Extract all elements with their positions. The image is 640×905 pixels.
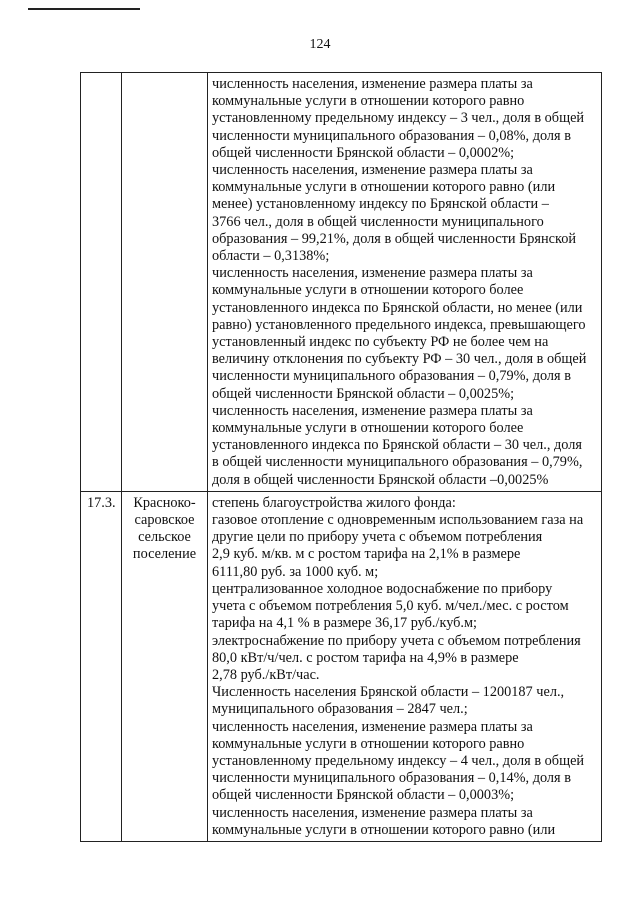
municipality-name-cell [122,73,208,492]
text-line: численность населения, изменение размера платы за [212,76,533,92]
text-line: менее) установленному индексу по Брянской области – [212,196,549,213]
text-line: 2,78 руб./кВт/час. [212,666,320,683]
text-line: численность населения, изменение размера платы за [212,402,533,419]
text-line: Численность населения Брянской области – 1200187 чел., [212,684,565,701]
text-line: общей численности Брянской области – 0,0003%; [212,787,515,804]
text-line: коммунальные услуги в отношении которого более [212,420,524,437]
text-line: численности муниципального образования – 0,14%, доля в [212,770,571,787]
text-line: коммунальные услуги в отношении которого равно [212,735,525,752]
table-row [81,491,602,841]
text-line: величину отклонения по субъекту РФ – 30 чел., доля в общей [212,351,587,368]
text-line: установленного индекса по Брянской области – 30 чел., доля [212,437,582,454]
text-line: централизованное холодное водоснабжение по прибору [212,580,553,597]
text-line: газовое отопление с одновременным использованием газа на [212,512,584,529]
text-line: коммунальные услуги в отношении которого равно (или [212,821,556,838]
text-line: учета с объемом потребления 5,0 куб. м/чел./мес. с ростом [212,598,569,615]
text-line: в общей численности муниципального образования – 0,79%, [212,454,583,471]
text-line: области – 0,3138%; [212,248,330,265]
table-row [81,73,602,492]
text-line: 3766 чел., доля в общей численности муниципального [212,213,544,230]
text-line: установленному предельному индексу – 3 чел., доля в общей [212,110,585,127]
top-rule [28,8,140,10]
text-line: 80,0 кВт/ч/чел. с ростом тарифа на 4,9% в размере [212,649,519,666]
text-line: численность населения, изменение размера платы за [212,804,533,821]
text-line: коммунальные услуги в отношении которого равно (или [212,179,556,196]
text-line: численность населения, изменение размера платы за [212,265,533,282]
row-number-cell [81,73,122,492]
text-line: тарифа на 4,1 % в размере 36,17 руб./куб.м; [212,615,478,632]
text-line: установленного индекса по Брянской области, но менее (или [212,299,583,316]
text-line: численности муниципального образования – 0,79%, доля в [212,368,571,385]
text-line: 2,9 куб. м/кв. м с ростом тарифа на 2,1% в размере [212,546,521,563]
text-line: муниципального образования – 2847 чел.; [212,701,468,718]
text-line: общей численности Брянской области – 0,0025%; [212,385,515,402]
text-line: численность населения, изменение размера платы за [212,162,533,179]
text-line: степень благоустройства жилого фонда: [212,494,456,511]
row-number-cell: 17.3. [81,491,122,841]
municipality-name-line: поселение [132,546,197,563]
text-line: коммунальные услуги в отношении которого равно [212,93,525,110]
text-line: установленному предельному индексу – 4 чел., доля в общей [212,752,585,769]
document-table [80,72,602,842]
text-line: 6111,80 руб. за 1000 куб. м; [212,563,379,580]
municipality-name-cell [122,491,208,841]
text-line: равно) установленного предельного индекса, превышающего [212,316,586,333]
text-line: общей численности Брянской области – 0,0002%; [212,144,515,161]
text-line: численность населения, изменение размера платы за [212,718,533,735]
text-line: доля в общей численности Брянской области –0,0025% [212,471,549,488]
page-number: 124 [309,37,331,52]
text-line: коммунальные услуги в отношении которого более [212,282,524,299]
municipality-name-line: Красноко- [133,494,196,511]
description-cell [208,491,602,841]
municipality-name-line: саровское [134,512,195,529]
text-line: образования – 99,21%, доля в общей численности Брянской [212,230,577,247]
description-cell [208,73,602,492]
text-line: другие цели по прибору учета с объемом потребления [212,529,543,546]
text-line: численности муниципального образования – 0,08%, доля в [212,127,571,144]
text-line: установленный индекс по субъекту РФ не более чем на [212,334,549,351]
municipality-name-line: сельское [138,529,191,546]
text-line: электроснабжение по прибору учета с объемом потребления [212,632,581,649]
